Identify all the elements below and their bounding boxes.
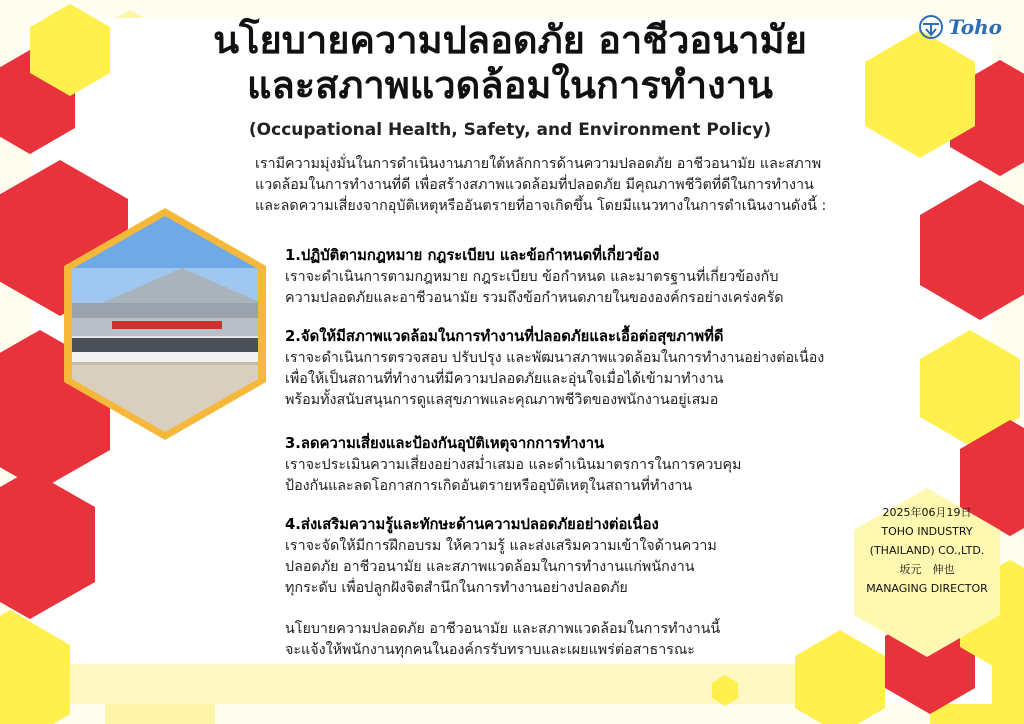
section-line: เพื่อให้เป็นสถานที่ทำงานที่มีความปลอดภัยและอุ่นใจเมื่อได้เข้ามาทำงาน [285,371,724,387]
section-line: ทุกระดับ เพื่อปลูกฝังจิตสำนึกในการทำงานอย่างปลอดภัย [285,580,628,596]
group-photo [62,208,268,440]
section-line: พร้อมทั้งสนับสนุนการดูแลสุขภาพและคุณภาพชีวิตของพนักงานอยู่เสมอ [285,392,719,408]
intro-line: และลดความเสี่ยงจากอุบัติเหตุหรืออันตรายที่อาจเกิดขึ้น โดยมีแนวทางในการดำเนินงานดังนี้ : [255,198,827,214]
section-title: 3.ลดความเสี่ยงและป้องกันอุบัติเหตุจากการทำงาน [285,435,605,452]
section-line: เราจะดำเนินการตรวจสอบ ปรับปรุง และพัฒนาสภาพแวดล้อมในการทำงานอย่างต่อเนื่อง [285,350,825,366]
page-subtitle: (Occupational Health, Safety, and Environment Policy) [248,120,772,140]
policy-section-2 [285,326,955,411]
group-photo-image [62,208,268,440]
policy-section-3 [285,433,955,497]
title-line-2: และสภาพแวดล้อมในการทำงาน [246,63,774,107]
section-line: เราจะประเมินความเสี่ยงอย่างสม่ำเสมอ และดำเนินมาตรการในการควบคุม [285,457,742,473]
section-line: ป้องกันและลดโอกาสการเกิดอันตรายหรืออุบัติเหตุในสถานที่ทำงาน [285,478,693,494]
section-line: เราจะจัดให้มีการฝึกอบรม ให้ความรู้ และส่งเสริมความเข้าใจด้านความ [285,538,717,554]
section-line: ปลอดภัย อาชีวอนามัย และสภาพแวดล้อมในการทำงานแก่พนักงาน [285,559,695,575]
company-logo [918,14,1002,40]
section-line: เราจะดำเนินการตามกฎหมาย กฎระเบียบ ข้อกำหนด และมาตรฐานที่เกี่ยวข้องกับ [285,269,779,285]
page-title [150,18,870,108]
intro-paragraph [255,154,955,217]
signature-company-2: (THAILAND) CO.,LTD. [869,544,985,557]
signature-block [852,503,1002,598]
title-line-1: นโยบายความปลอดภัย อาชีวอนามัย [213,18,807,62]
signature-company: TOHO INDUSTRY [881,525,973,538]
closing-paragraph [285,619,845,661]
intro-line: เรามีความมุ่งมั่นในการดำเนินงานภายใต้หลักการด้านความปลอดภัย อาชีวอนามัย และสภาพ [255,156,822,172]
section-title: 2.จัดให้มีสภาพแวดล้อมในการทำงานที่ปลอดภัยและเอื้อต่อสุขภาพที่ดี [285,328,724,345]
signature-date: 2025年06月19日 [882,506,972,519]
intro-line: แวดล้อมในการทำงานที่ดี เพื่อสร้างสภาพแวดล้อมที่ปลอดภัย มีคุณภาพชีวิตที่ดีในการทำงาน [255,177,814,193]
logo-text: Toho [948,15,1002,39]
closing-line: จะแจ้งให้พนักงานทุกคนในองค์กรรับทราบและเผยแพร่ต่อสาธารณะ [285,642,695,658]
closing-line: นโยบายความปลอดภัย อาชีวอนามัย และสภาพแวดล้อมในการทำงานนี้ [285,621,721,637]
toho-logo-icon [918,14,944,40]
policy-section-1 [285,245,955,309]
signature-position: MANAGING DIRECTOR [866,582,988,595]
section-title: 1.ปฏิบัติตามกฎหมาย กฎระเบียบ และข้อกำหนดที่เกี่ยวข้อง [285,247,660,264]
section-line: ความปลอดภัยและอาชีวอนามัย รวมถึงข้อกำหนดภายในขององค์กรอย่างเคร่งครัด [285,290,784,306]
signature-name: 坂元 伸也 [899,563,955,576]
section-title: 4.ส่งเสริมความรู้และทักษะด้านความปลอดภัยอย่างต่อเนื่อง [285,516,659,533]
